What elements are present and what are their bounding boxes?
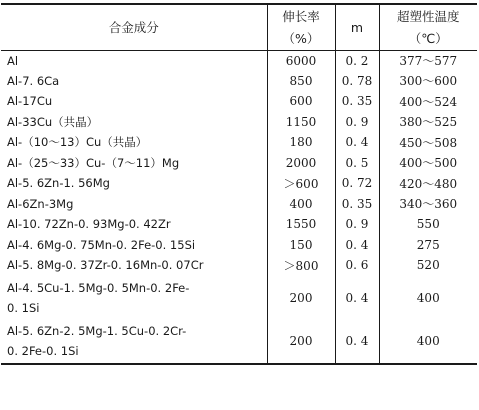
cell-elongation: ＞800 <box>267 255 335 276</box>
table-row <box>1 194 477 215</box>
cell-composition <box>1 320 267 364</box>
cell-composition: Al-7. 6Ca <box>7 73 60 88</box>
cell-temperature: 450～508 <box>379 132 477 153</box>
cell-elongation: 400 <box>267 194 335 215</box>
cell-temperature: 520 <box>379 255 477 276</box>
cell-m: 0. 35 <box>335 91 379 112</box>
cell-composition: Al-（25～33）Cu-（7～11）Mg <box>7 155 180 170</box>
cell-temperature: 377～577 <box>379 50 477 71</box>
composition-line-2: 0. 2Fe-0. 1Si <box>7 344 79 358</box>
cell-composition: Al-（10～13）Cu（共晶） <box>7 135 148 150</box>
cell-m: 0. 78 <box>335 71 379 92</box>
cell-m: 0. 4 <box>335 132 379 153</box>
cell-elongation: 6000 <box>267 50 335 71</box>
cell-temperature: 550 <box>379 214 477 235</box>
cell-m: 0. 4 <box>335 320 379 364</box>
header-elongation-unit: （%） <box>267 27 335 50</box>
cell-composition: Al-5. 8Mg-0. 37Zr-0. 16Mn-0. 07Cr <box>7 258 204 273</box>
cell-temperature: 420～480 <box>379 173 477 194</box>
header-temperature: 超塑性温度 <box>379 4 477 27</box>
cell-temperature: 400 <box>379 320 477 364</box>
composition-line-2: 0. 1Si <box>7 300 40 315</box>
table-row <box>1 173 477 194</box>
table-body <box>1 50 477 364</box>
cell-composition: Al-10. 72Zn-0. 93Mg-0. 42Zr <box>7 217 171 232</box>
cell-composition: Al-33Cu（共晶） <box>7 114 99 129</box>
cell-temperature: 340～360 <box>379 194 477 215</box>
cell-elongation: 1150 <box>267 112 335 133</box>
table-row <box>1 132 477 153</box>
cell-composition: Al-6Zn-3Mg <box>7 196 74 211</box>
header-composition: 合金成分 <box>1 4 267 50</box>
cell-m: 0. 9 <box>335 214 379 235</box>
cell-composition: Al-17Cu <box>7 94 53 109</box>
header-m: m <box>335 4 379 50</box>
cell-temperature: 275 <box>379 235 477 256</box>
cell-m: 0. 35 <box>335 194 379 215</box>
cell-elongation: 180 <box>267 132 335 153</box>
table-row <box>1 255 477 276</box>
table-row <box>1 276 477 320</box>
cell-elongation: 2000 <box>267 153 335 174</box>
table-row <box>1 235 477 256</box>
table-row <box>1 112 477 133</box>
cell-elongation: 200 <box>267 320 335 364</box>
table-row <box>1 214 477 235</box>
composition-line-1: Al-4. 5Cu-1. 5Mg-0. 5Mn-0. 2Fe- <box>7 280 190 295</box>
cell-m: 0. 2 <box>335 50 379 71</box>
cell-temperature: 400 <box>379 276 477 320</box>
header-elongation: 伸长率 <box>267 4 335 27</box>
header-temperature-unit: （℃） <box>379 27 477 50</box>
cell-elongation: ＞600 <box>267 173 335 194</box>
cell-composition: Al <box>7 53 19 68</box>
cell-m: 0. 72 <box>335 173 379 194</box>
cell-m: 0. 4 <box>335 276 379 320</box>
cell-m: 0. 4 <box>335 235 379 256</box>
composition-line-1: Al-5. 6Zn-2. 5Mg-1. 5Cu-0. 2Cr- <box>7 324 187 338</box>
table-row <box>1 91 477 112</box>
cell-elongation: 200 <box>267 276 335 320</box>
cell-temperature: 400～524 <box>379 91 477 112</box>
cell-temperature: 380～525 <box>379 112 477 133</box>
cell-composition: Al-4. 6Mg-0. 75Mn-0. 2Fe-0. 15Si <box>7 237 196 252</box>
cell-m: 0. 6 <box>335 255 379 276</box>
cell-m: 0. 5 <box>335 153 379 174</box>
cell-temperature: 300～600 <box>379 71 477 92</box>
table-row <box>1 153 477 174</box>
cell-composition: Al-5. 6Zn-1. 56Mg <box>7 176 110 191</box>
cell-elongation: 850 <box>267 71 335 92</box>
table-row <box>1 71 477 92</box>
alloy-superplasticity-table <box>1 3 477 365</box>
cell-composition <box>1 276 267 320</box>
cell-elongation: 1550 <box>267 214 335 235</box>
cell-elongation: 150 <box>267 235 335 256</box>
table-row <box>1 320 477 364</box>
table-row <box>1 50 477 71</box>
cell-m: 0. 9 <box>335 112 379 133</box>
cell-temperature: 400～500 <box>379 153 477 174</box>
table-header <box>1 4 477 50</box>
cell-elongation: 600 <box>267 91 335 112</box>
